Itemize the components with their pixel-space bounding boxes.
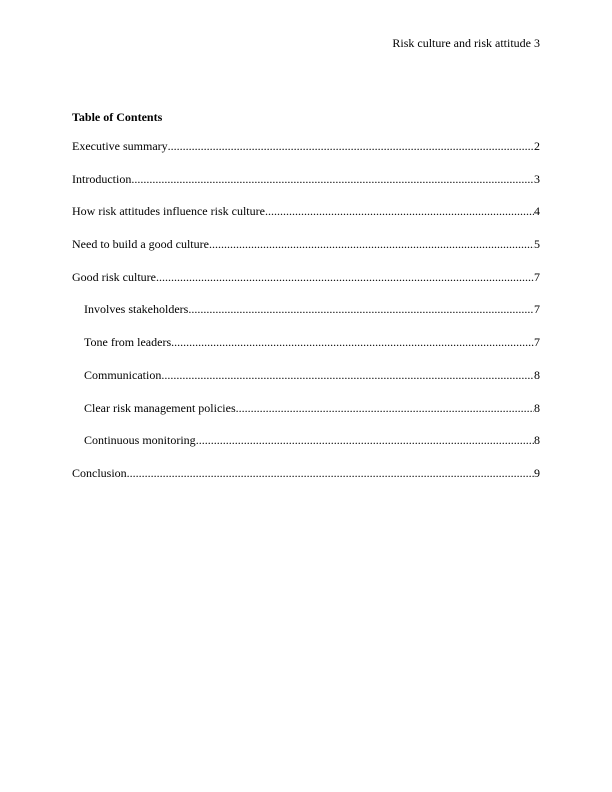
toc-entry-label: Involves stakeholders <box>84 302 189 317</box>
toc-dot-leader <box>188 302 534 316</box>
toc-dot-leader <box>156 270 534 284</box>
toc-entry-conclusion[interactable] <box>72 466 540 499</box>
toc-entry-continuous-monitoring[interactable] <box>72 433 540 466</box>
toc-entry-communication[interactable] <box>72 368 540 401</box>
toc-entry-page: 8 <box>534 400 540 415</box>
toc-dot-leader <box>209 237 534 251</box>
toc-entry-page: 7 <box>534 335 540 350</box>
toc-entry-label: Need to build a good culture <box>72 237 209 252</box>
toc-entry-page: 8 <box>534 367 540 382</box>
toc-dot-leader <box>265 204 534 218</box>
toc-entry-label: How risk attitudes influence risk culture <box>72 204 265 219</box>
toc-entry-involves-stakeholders[interactable] <box>72 302 540 335</box>
toc-entry-need-good-culture[interactable] <box>72 237 540 270</box>
toc-entry-label: Continuous monitoring <box>84 433 196 448</box>
toc-entry-page: 4 <box>534 204 540 219</box>
toc-dot-leader <box>161 368 534 382</box>
toc-entry-label: Good risk culture <box>72 269 156 284</box>
toc-entry-page: 8 <box>534 433 540 448</box>
toc-entry-risk-attitudes-influence[interactable] <box>72 204 540 237</box>
toc-entry-label: Clear risk management policies <box>84 400 236 415</box>
toc-dot-leader <box>127 466 534 480</box>
toc-entry-label: Tone from leaders <box>84 335 172 350</box>
toc-entry-label: Communication <box>84 367 162 382</box>
toc-entry-label: Conclusion <box>72 465 127 480</box>
toc-entry-clear-policies[interactable] <box>72 401 540 434</box>
toc-entry-label: Executive summary <box>72 139 168 153</box>
toc-dot-leader <box>131 172 534 186</box>
toc-title: Table of Contents <box>72 110 163 124</box>
toc-entry-good-risk-culture[interactable] <box>72 270 540 303</box>
toc-entry-page: 9 <box>534 465 540 480</box>
running-head: Risk culture and risk attitude 3 <box>392 36 540 50</box>
toc-dot-leader <box>171 335 534 349</box>
toc-entry-page: 5 <box>534 237 540 252</box>
toc-dot-leader <box>236 401 534 415</box>
toc-entry-introduction[interactable] <box>72 172 540 205</box>
toc-list <box>72 139 540 499</box>
toc-entry-label: Introduction <box>72 171 132 186</box>
toc-dot-leader <box>196 433 534 447</box>
toc-entry-page: 2 <box>534 139 540 153</box>
toc-dot-leader <box>168 139 534 153</box>
toc-entry-executive-summary[interactable] <box>72 139 540 172</box>
toc-entry-page: 7 <box>534 269 540 284</box>
toc-entry-page: 7 <box>534 302 540 317</box>
toc-entry-page: 3 <box>534 171 540 186</box>
toc-entry-tone-from-leaders[interactable] <box>72 335 540 368</box>
